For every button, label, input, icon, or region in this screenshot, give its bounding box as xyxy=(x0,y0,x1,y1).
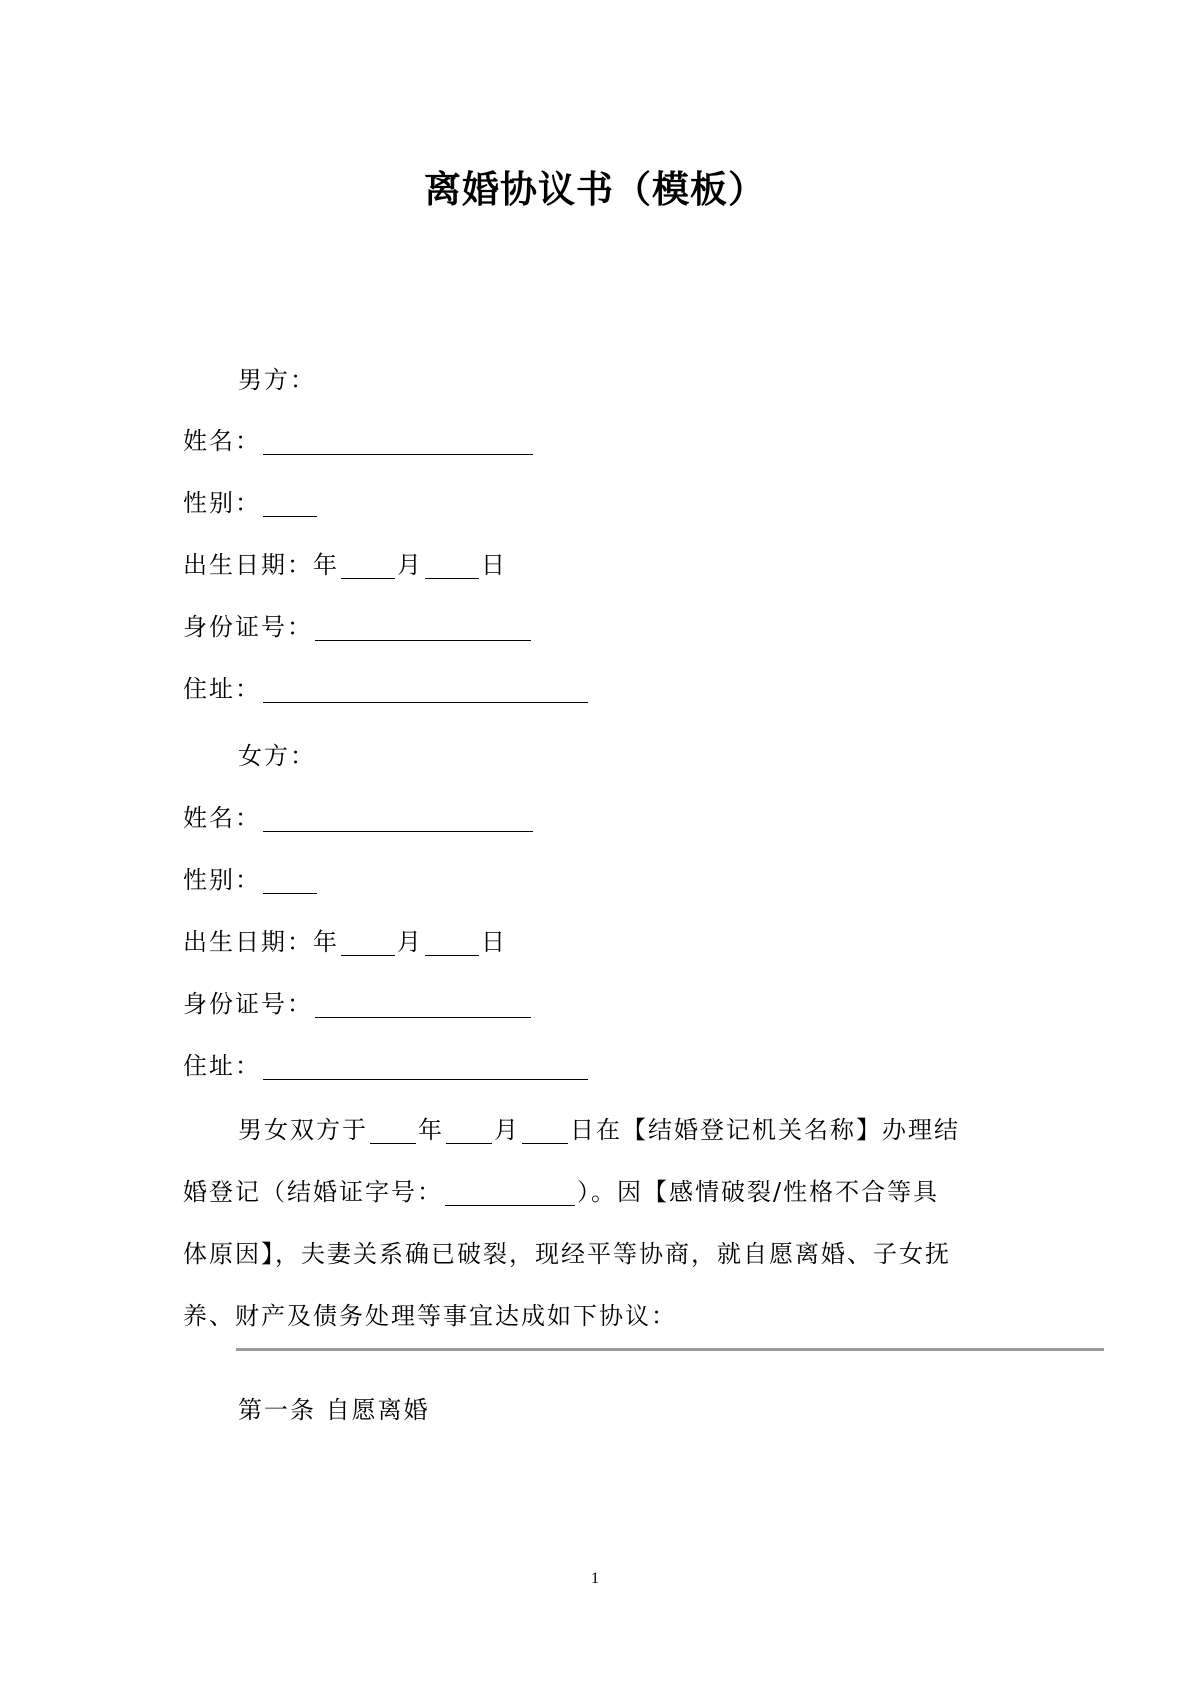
female-birth-label: 出生日期： xyxy=(183,928,313,956)
page-number: 1 xyxy=(591,1570,599,1587)
marriage-year-field[interactable] xyxy=(370,1121,416,1144)
female-id-field[interactable] xyxy=(315,995,531,1018)
male-birth-label: 出生日期： xyxy=(183,551,313,579)
male-id-label: 身份证号： xyxy=(183,613,313,641)
female-gender-label: 性别： xyxy=(183,866,261,894)
female-birth-month-field[interactable] xyxy=(341,933,395,956)
intro-month-label: 月 xyxy=(494,1116,520,1144)
male-name-field[interactable] xyxy=(263,432,533,455)
male-heading: 男方： xyxy=(238,366,316,394)
intro-year-label: 年 xyxy=(418,1116,444,1144)
female-address-field[interactable] xyxy=(263,1057,588,1080)
male-birth-month-field[interactable] xyxy=(341,556,395,579)
male-address-field[interactable] xyxy=(263,680,588,703)
male-address-row xyxy=(183,674,590,704)
male-birth-day-field[interactable] xyxy=(425,556,479,579)
intro-l1-suffix: 日在【结婚登记机关名称】办理结 xyxy=(570,1116,960,1144)
intro-line-4: 养、财产及债务处理等事宜达成如下协议： xyxy=(183,1302,677,1330)
male-birth-row xyxy=(183,550,507,580)
intro-l2-prefix: 婚登记（结婚证字号： xyxy=(183,1178,443,1206)
female-id-row xyxy=(183,989,533,1019)
female-birth-row xyxy=(183,927,507,957)
female-birth-day-label: 日 xyxy=(481,928,507,956)
intro-line-1 xyxy=(238,1115,960,1145)
male-id-field[interactable] xyxy=(315,618,531,641)
document-title: 离婚协议书（模板） xyxy=(424,168,766,211)
intro-l1-prefix: 男女双方于 xyxy=(238,1116,368,1144)
male-gender-field[interactable] xyxy=(263,494,317,517)
female-gender-field[interactable] xyxy=(263,871,317,894)
female-name-row xyxy=(183,803,535,833)
male-address-label: 住址： xyxy=(183,675,261,703)
female-birth-day-field[interactable] xyxy=(425,933,479,956)
marriage-month-field[interactable] xyxy=(446,1121,492,1144)
female-gender-row xyxy=(183,865,319,895)
male-birth-year-label: 年 xyxy=(313,551,339,579)
male-gender-row xyxy=(183,488,319,518)
female-address-row xyxy=(183,1051,590,1081)
female-address-label: 住址： xyxy=(183,1052,261,1080)
male-gender-label: 性别： xyxy=(183,489,261,517)
female-birth-year-label: 年 xyxy=(313,928,339,956)
female-id-label: 身份证号： xyxy=(183,990,313,1018)
male-birth-day-label: 日 xyxy=(481,551,507,579)
female-heading: 女方： xyxy=(238,742,316,770)
intro-line-3: 体原因】，夫妻关系确已破裂，现经平等协商，就自愿离婚、子女抚 xyxy=(183,1240,951,1268)
marriage-cert-number-field[interactable] xyxy=(445,1183,575,1206)
article-1-heading: 第一条 自愿离婚 xyxy=(238,1396,430,1424)
intro-l2-suffix: ）。因【感情破裂/性格不合等具 xyxy=(577,1178,940,1206)
male-name-row xyxy=(183,426,535,456)
marriage-day-field[interactable] xyxy=(522,1121,568,1144)
male-id-row xyxy=(183,612,533,642)
section-divider xyxy=(236,1348,1104,1351)
female-name-field[interactable] xyxy=(263,809,533,832)
male-birth-month-label: 月 xyxy=(397,551,423,579)
male-name-label: 姓名： xyxy=(183,427,261,455)
intro-line-2 xyxy=(183,1177,939,1207)
female-birth-month-label: 月 xyxy=(397,928,423,956)
female-name-label: 姓名： xyxy=(183,804,261,832)
